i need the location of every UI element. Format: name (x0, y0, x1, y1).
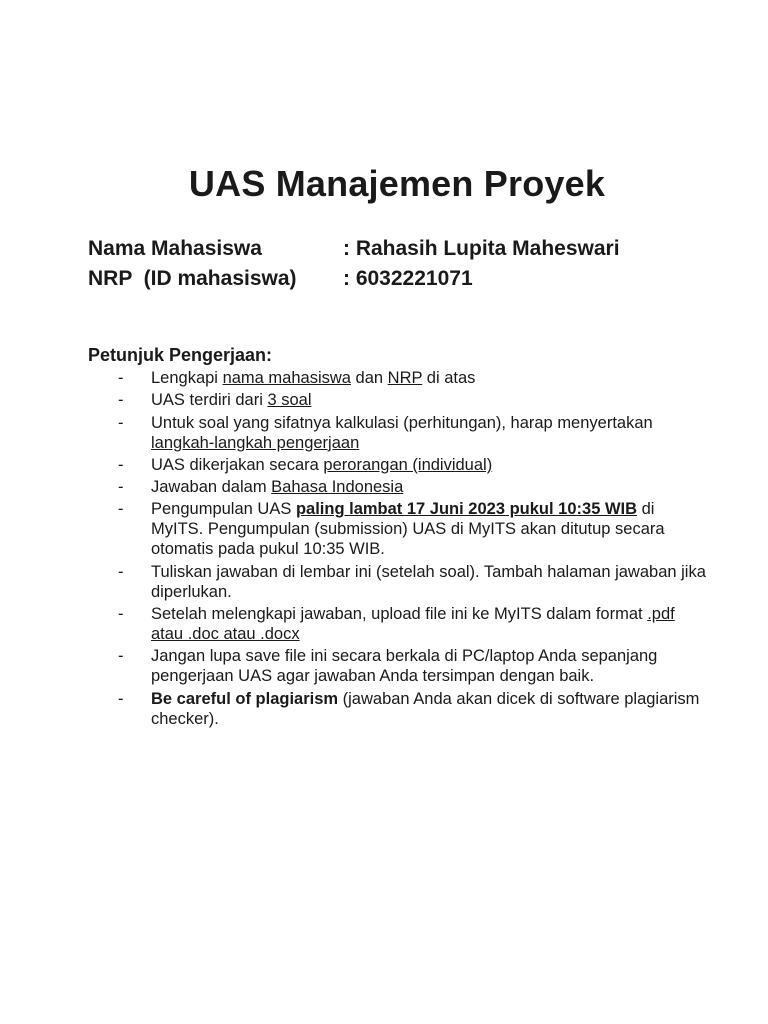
instruction-text-segment: Untuk soal yang sifatnya kalkulasi (perhitungan), harap menyertakan (151, 413, 653, 432)
instruction-text-segment: Tuliskan jawaban di lembar ini (setelah soal). Tambah halaman jawaban jika diperlukan. (151, 562, 706, 601)
instruction-text-segment: Setelah melengkapi jawaban, upload file ini ke MyITS dalam format (151, 605, 648, 624)
instruction-text (151, 455, 708, 475)
instruction-text-segment: Jawaban dalam (151, 478, 272, 497)
bullet-dash: - (118, 562, 124, 581)
bullet-dash: - (118, 369, 124, 387)
instruction-item (118, 477, 708, 497)
bullet-dash: - (118, 647, 124, 666)
instruction-text-segment: UAS dikerjakan secara (151, 455, 324, 474)
instruction-text-segment: (jawaban Anda akan dicek di software plagiarism checker). (151, 689, 700, 728)
instruction-item (118, 689, 708, 729)
instruction-text-segment: Pengumpulan UAS (151, 500, 296, 519)
instruction-item (118, 368, 708, 388)
instruction-text (151, 368, 708, 388)
student-name-label: Nama Mahasiswa (88, 237, 262, 260)
instruction-text-segment: di atas (422, 369, 476, 387)
instruction-item (118, 646, 708, 686)
bullet-dash: - (118, 478, 124, 497)
instruction-text-segment: Jangan lupa save file ini secara berkala di PC/laptop Anda sepanjang pengerjaan UAS agar jawaban Anda tersimpan dengan baik. (151, 647, 658, 686)
bullet-dash: - (118, 605, 124, 624)
instruction-item (118, 455, 708, 475)
emphasized-text: nama mahasiswa (222, 369, 351, 387)
student-name-value: : Rahasih Lupita Maheswari (343, 237, 620, 260)
page-title: UAS Manajemen Proyek (188, 163, 606, 204)
bullet-dash: - (118, 500, 124, 519)
instruction-text-segment: di MyITS. Pengumpulan (submission) UAS di MyITS akan ditutup secara otomatis pada pukul 10:35 WIB. (151, 500, 665, 559)
instruction-item (118, 604, 708, 644)
bullet-dash: - (118, 455, 124, 474)
emphasized-text: perorangan (individual) (323, 455, 493, 474)
instructions-list (118, 368, 708, 731)
instruction-text (151, 499, 708, 559)
instruction-text-segment: dan (350, 369, 388, 387)
student-info (88, 234, 620, 294)
emphasized-text: NRP (387, 369, 423, 387)
bullet-dash: - (118, 413, 124, 432)
student-nrp-label: NRP (ID mahasiswa) (88, 267, 297, 290)
emphasized-text: Bahasa Indonesia (271, 478, 404, 497)
instruction-text (151, 477, 708, 497)
instruction-item (118, 390, 708, 410)
instruction-text-segment: UAS terdiri dari (151, 391, 268, 410)
bullet-dash: - (118, 391, 124, 410)
student-nrp-value: : 6032221071 (343, 267, 473, 290)
emphasized-text: .pdf atau .doc atau .docx (151, 605, 675, 644)
emphasized-text: langkah-langkah pengerjaan (151, 433, 360, 452)
instruction-text (151, 562, 708, 602)
instruction-text (151, 646, 708, 686)
emphasized-text: Be careful of plagiarism (151, 689, 339, 708)
instruction-item (118, 413, 708, 453)
instruction-text (151, 604, 708, 644)
instruction-item (118, 499, 708, 559)
bullet-dash: - (118, 689, 124, 708)
instructions-heading: Petunjuk Pengerjaan: (88, 345, 273, 365)
instruction-text-segment: Lengkapi (151, 369, 223, 387)
instruction-text (151, 390, 708, 410)
instruction-text (151, 689, 708, 729)
instruction-text (151, 413, 708, 453)
emphasized-text: paling lambat 17 Juni 2023 pukul 10:35 WIB (295, 500, 638, 519)
emphasized-text: 3 soal (267, 391, 312, 410)
student-nrp-row (88, 264, 620, 294)
student-name-row (88, 234, 620, 264)
instruction-item (118, 562, 708, 602)
